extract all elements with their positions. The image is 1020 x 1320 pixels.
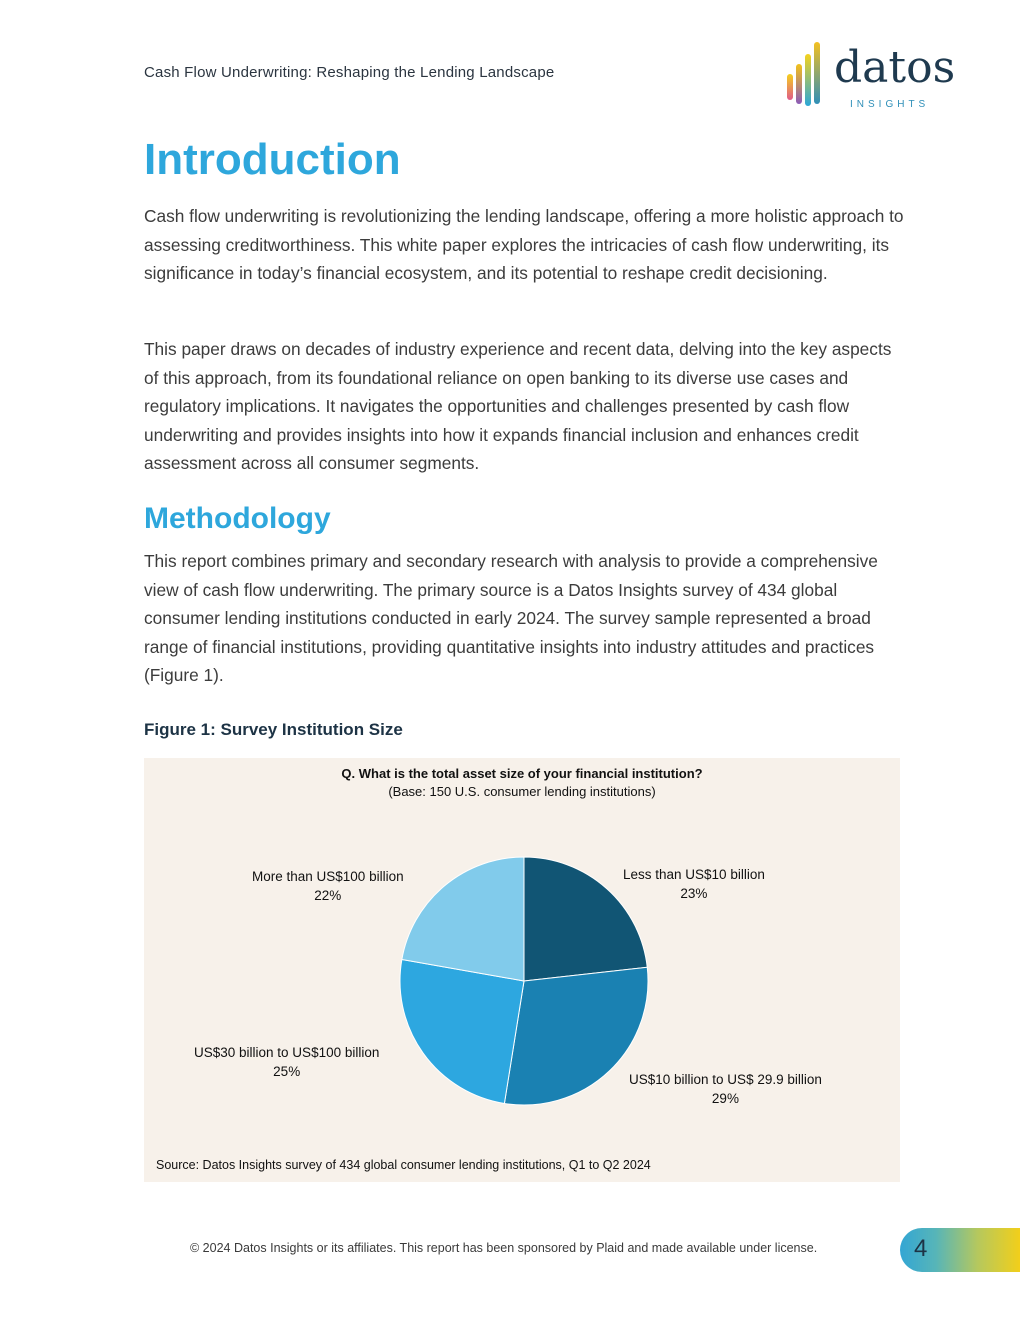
introduction-paragraph-1: Cash flow underwriting is revolutionizing the lending landscape, offering a more holistic approach to assessing creditworthiness. This white paper explores the intricacies of cash flow underwriting, its significance in today’s financial ecosystem, and its potential to reshape credit decisioning.: [144, 206, 904, 283]
pie-slice-3: [402, 857, 524, 981]
figure-title: Figure 1: Survey Institution Size: [144, 720, 403, 739]
figure-chart-panel: [144, 758, 900, 1182]
figure-source: Source: Datos Insights survey of 434 global consumer lending institutions, Q1 to Q2 2024: [156, 1158, 651, 1172]
slice-label-value: 29%: [711, 1091, 739, 1106]
slice-label-30b-to-100b: [194, 1043, 379, 1081]
slice-label-10b-to-29-9b: [629, 1070, 822, 1108]
logo-subtitle: INSIGHTS: [850, 99, 930, 110]
footer-copyright: © 2024 Datos Insights or its affiliates. This report has been sponsored by Plaid and made available under license.: [190, 1241, 818, 1255]
slice-label-value: 23%: [680, 886, 708, 901]
datos-insights-logo: [786, 40, 956, 112]
slice-label-more-than-100b: [252, 867, 404, 905]
page-number-tab: [900, 1228, 1020, 1272]
slice-label-text: US$30 billion to US$100 billion: [194, 1045, 380, 1060]
page-number: 4: [914, 1235, 928, 1262]
methodology-heading: Methodology: [144, 502, 331, 535]
methodology-paragraph: This report combines primary and secondary research with analysis to provide a comprehensive view of cash flow underwriting. The primary source is a Datos Insights survey of 434 global consumer lending institutions conducted in early 2024. The survey sample represented a broad range of financial institutions, providing quantitative insights into industry attitudes and practices (Figure 1).: [144, 551, 878, 685]
introduction-heading: Introduction: [144, 135, 401, 184]
running-header-title: Cash Flow Underwriting: Reshaping the Lending Landscape: [144, 64, 555, 81]
pie-slice-2: [400, 959, 524, 1103]
logo-bars-icon: [786, 40, 834, 108]
logo-wordmark: datos: [834, 42, 956, 93]
slice-label-value: 25%: [273, 1064, 301, 1079]
slice-label-less-than-10b: [623, 865, 765, 903]
slice-label-value: 22%: [314, 888, 342, 903]
introduction-paragraph-2: This paper draws on decades of industry experience and recent data, delving into the key aspects of this approach, from its foundational reliance on open banking to its diverse use cases and regulatory implications. It navigates the opportunities and challenges presented by cash flow underwriting and provides insights into how it expands financial inclusion and enhances credit assessment across all consumer segments.: [144, 339, 892, 473]
pie-slice-1: [504, 967, 648, 1105]
chart-question: Q. What is the total asset size of your financial institution?: [341, 766, 703, 781]
slice-label-text: Less than US$10 billion: [623, 867, 765, 882]
chart-base-note: (Base: 150 U.S. consumer lending institutions): [388, 784, 656, 799]
slice-label-text: US$10 billion to US$ 29.9 billion: [629, 1072, 822, 1087]
pie-chart: [144, 758, 900, 1182]
slice-label-text: More than US$100 billion: [252, 869, 404, 884]
